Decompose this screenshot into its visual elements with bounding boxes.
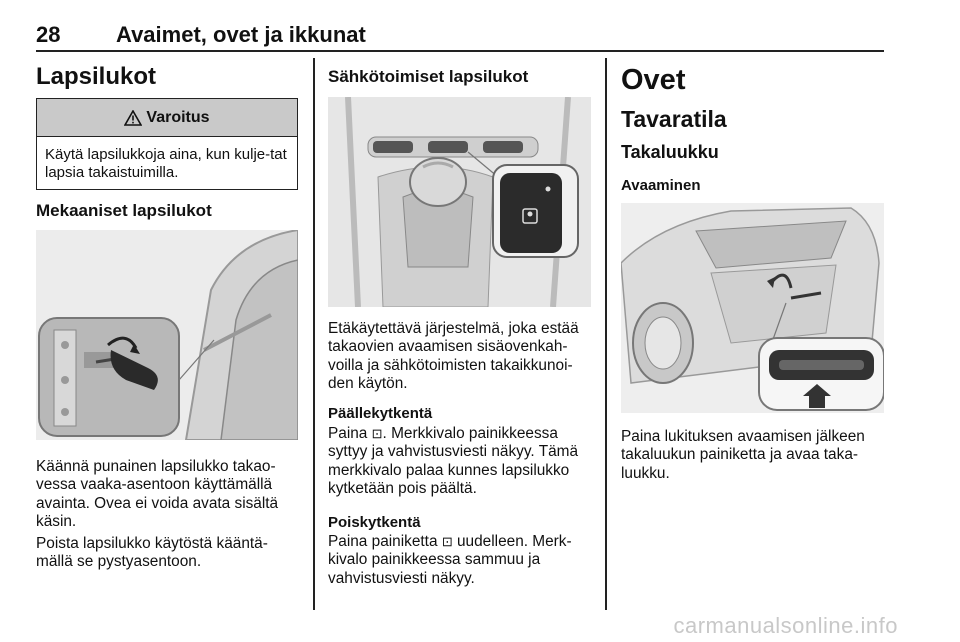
console-button-illustration [328,97,591,307]
switch-on-text-a: Paina [328,425,372,442]
switch-off-text-b: uudelleen. Merk-kivalo painikkeessa sammuu ja vahvistusviesti näkyy. [328,533,572,587]
subheading-mechanical: Mekaaniset lapsilukot [36,201,212,220]
warning-text: Käytä lapsilukkoja aina, kun kulje-tat lapsia takaistuimilla. [45,146,287,181]
section-title-child-locks: Lapsilukot [36,63,157,90]
child-lock-icon: ⊡ [371,426,383,441]
heading-switch-on: Päällekytkentä [328,405,433,422]
subheading-electric: Sähkötoimiset lapsilukot [328,67,529,86]
heading-switch-off: Poiskytkentä [328,514,421,531]
paragraph-mechanical-1: Käännä punainen lapsilukko takao-vessa vaaka-asentoon käyttämällä avainta. Ovea ei voida avata sisältä käsin. [36,458,279,531]
section-title-doors: Ovet [621,64,686,96]
subtitle-tailgate: Takaluukku [621,142,719,162]
paragraph-tailgate: Paina lukituksen avaamisen jälkeen takaluukun painiketta ja avaa taka-luukku. [621,428,865,482]
tailgate-illustration [621,203,884,413]
figure-tailgate [621,203,884,413]
column-divider-2 [605,58,607,610]
warning-title: Varoitus [146,108,210,126]
warning-triangle-icon [124,110,142,126]
figure-mechanical-child-lock [36,230,298,440]
subtitle-cargo: Tavaratila [621,106,727,132]
child-lock-icon: ⊡ [441,534,453,549]
paragraph-mechanical-2: Poista lapsilukko käytöstä kääntä-mällä se pystyasentoon. [36,535,268,571]
chapter-title: Avaimet, ovet ja ikkunat [116,22,366,47]
door-key-illustration [36,230,298,440]
paragraph-switch-off [328,533,593,588]
paragraph-switch-on [328,425,593,499]
page-number: 28 [36,22,61,47]
column-divider-1 [313,58,315,610]
warning-header [37,99,297,137]
paragraph-electric-1: Etäkäytettävä järjestelmä, joka estää takaovien avaamisen sisäovenkah-voilla ja sähkötoimisten takaikkunoi-den käytön. [328,320,579,393]
watermark: carmanualsonline.info [673,613,898,638]
figure-electric-child-lock [328,97,591,307]
switch-off-text-a: Paina painiketta [328,533,442,550]
switch-on-text-b: . Merkkivalo painikkeessa syttyy ja vahvistusviesti näkyy. Tämä merkkivalo palaa kunnes lapsilukko kytketään pois päältä. [328,425,579,498]
warning-box [36,98,298,190]
header-rule [36,50,884,52]
heading-opening: Avaaminen [621,177,701,194]
